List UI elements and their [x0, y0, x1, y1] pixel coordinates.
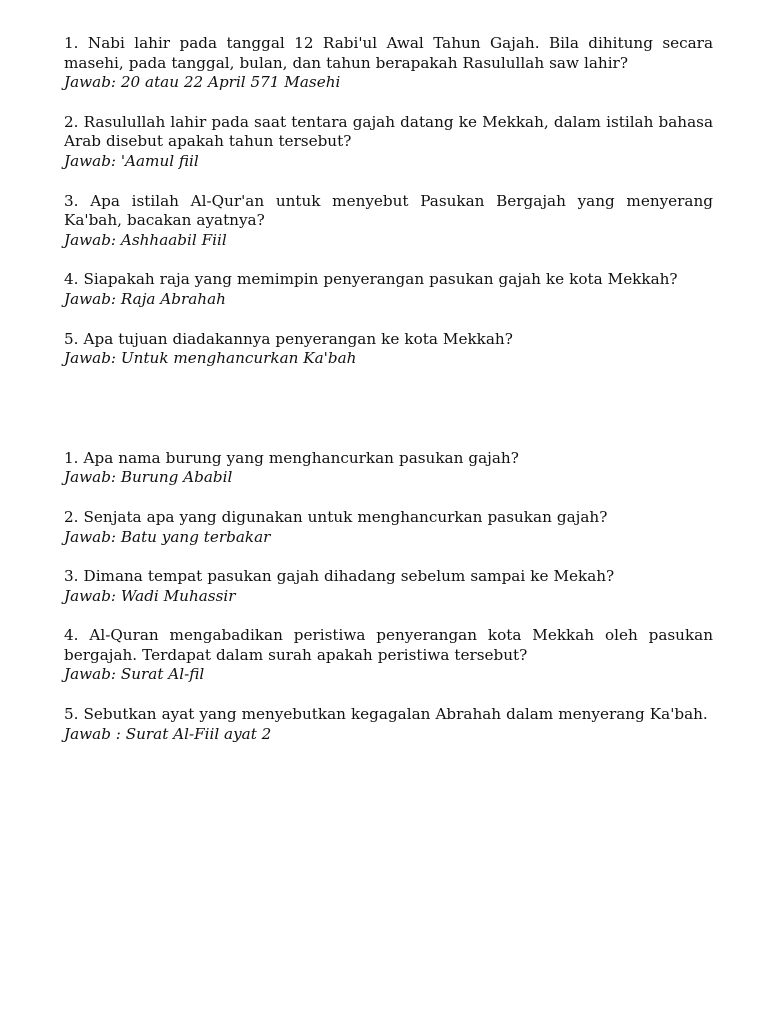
- question-section-2: [64, 449, 713, 745]
- question-text: 2. Rasulullah lahir pada saat tentara gajah datang ke Mekkah, dalam istilah bahasa Arab disebut apakah tahun tersebut?: [64, 112, 713, 151]
- answer-text: Jawab: Batu yang terbakar: [64, 527, 271, 546]
- question-text: 4. Al-Quran mengabadikan peristiwa penyerangan kota Mekkah oleh pasukan bergajah. Terdapat dalam surah apakah peristiwa tersebut?: [64, 626, 713, 664]
- answer-text: Jawab : Surat Al-Fiil ayat 2: [64, 724, 272, 743]
- question-text: 1. Nabi lahir pada tanggal 12 Rabi'ul Awal Tahun Gajah. Bila dihitung secara masehi, pada tanggal, bulan, dan tahun berapakah Rasulullah saw lahir?: [64, 34, 713, 72]
- question-text: 3. Dimana tempat pasukan gajah dihadang sebelum sampai ke Mekah?: [64, 567, 615, 586]
- qa-item: [64, 192, 713, 251]
- answer-text: Jawab: 20 atau 22 April 571 Masehi: [64, 73, 341, 92]
- qa-item: [64, 270, 713, 309]
- answer-text: Jawab: Burung Ababil: [64, 468, 233, 487]
- qa-item: [64, 449, 713, 488]
- answer-text: Jawab: 'Aamul fiil: [64, 151, 199, 170]
- question-text: 5. Sebutkan ayat yang menyebutkan kegagalan Abrahah dalam menyerang Ka'bah.: [64, 705, 708, 724]
- qa-item: [64, 330, 713, 369]
- qa-item: [64, 508, 713, 547]
- document-page: [64, 34, 713, 764]
- qa-item: [64, 34, 713, 93]
- qa-item: [64, 705, 713, 744]
- question-section-1: [64, 34, 713, 369]
- answer-text: Jawab: Untuk menghancurkan Ka'bah: [64, 349, 357, 368]
- answer-text: Jawab: Wadi Muhassir: [64, 586, 236, 605]
- qa-item: [64, 113, 713, 172]
- answer-text: Jawab: Surat Al-fil: [64, 665, 205, 684]
- answer-text: Jawab: Raja Abrahah: [64, 289, 226, 308]
- question-text: 4. Siapakah raja yang memimpin penyerangan pasukan gajah ke kota Mekkah?: [64, 270, 678, 289]
- qa-item: [64, 626, 713, 685]
- question-text: 2. Senjata apa yang digunakan untuk menghancurkan pasukan gajah?: [64, 507, 608, 526]
- answer-text: Jawab: Ashhaabil Fiil: [64, 230, 227, 249]
- question-text: 5. Apa tujuan diadakannya penyerangan ke kota Mekkah?: [64, 329, 513, 348]
- qa-item: [64, 567, 713, 606]
- question-text: 3. Apa istilah Al-Qur'an untuk menyebut Pasukan Bergajah yang menyerang Ka'bah, bacakan ayatnya?: [64, 191, 713, 230]
- question-text: 1. Apa nama burung yang menghancurkan pasukan gajah?: [64, 448, 519, 467]
